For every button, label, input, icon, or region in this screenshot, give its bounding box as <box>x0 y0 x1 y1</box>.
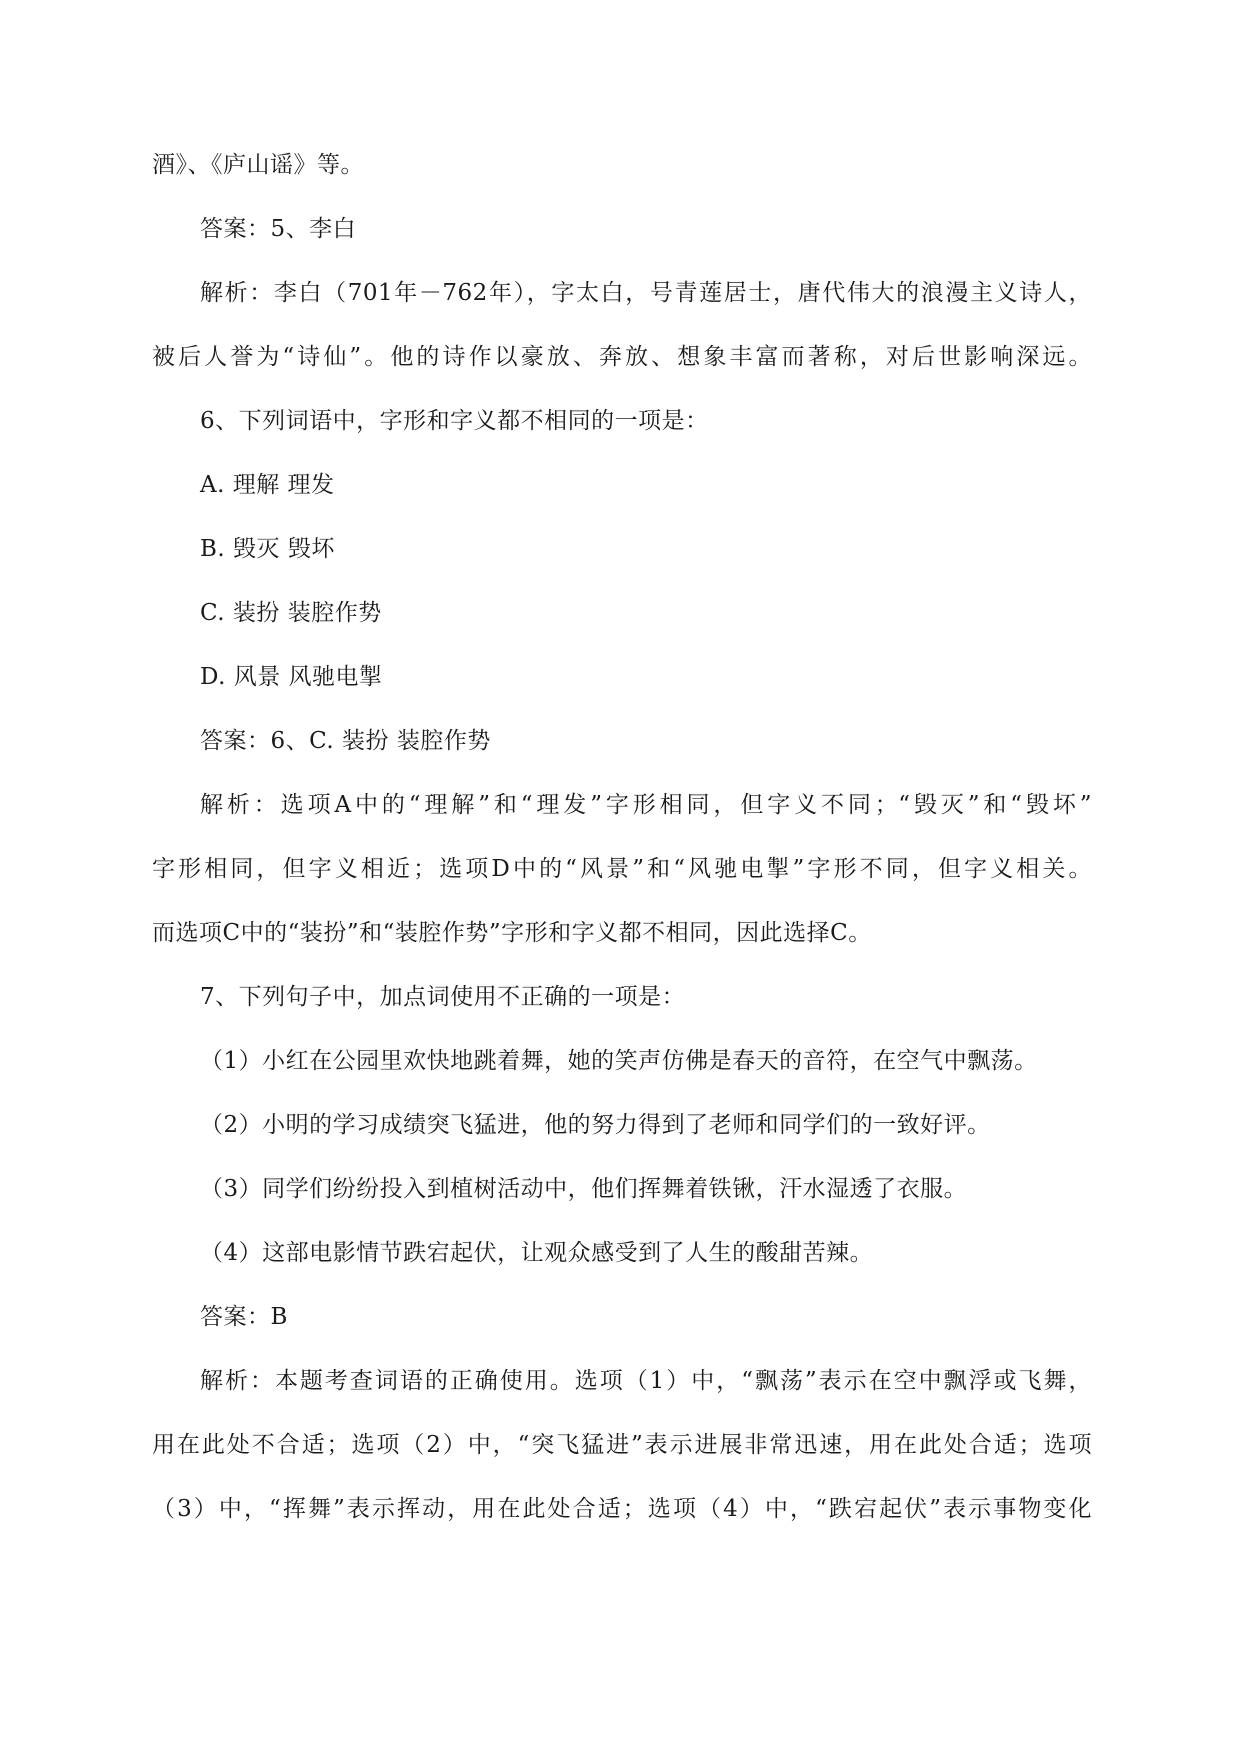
analysis-7-line-1: 解析：本题考查词语的正确使用。选项（1）中，“飘荡”表示在空中飘浮或飞舞， <box>200 1368 1092 1394</box>
analysis-7-line-2: 用在此处不合适；选项（2）中，“突飞猛进”表示进展非常迅速，用在此处合适；选项 <box>152 1432 1092 1458</box>
option-b: B. 毁灭 毁坏 <box>200 536 335 562</box>
sentence-3: （3）同学们纷纷投入到植树活动中，他们挥舞着铁锹，汗水湿透了衣服。 <box>200 1176 968 1202</box>
analysis-6-line-1: 解析：选项A中的“理解”和“理发”字形相同，但字义不同；“毁灭”和“毁坏” <box>200 792 1092 818</box>
analysis-6-line-2: 字形相同，但字义相近；选项D中的“风景”和“风驰电掣”字形不同，但字义相关。 <box>152 856 1092 882</box>
sentence-2: （2）小明的学习成绩突飞猛进，他的努力得到了老师和同学们的一致好评。 <box>200 1112 991 1138</box>
analysis-6-line-3: 而选项C中的“装扮”和“装腔作势”字形和字义都不相同，因此选择C。 <box>152 920 872 946</box>
option-d: D. 风景 风驰电掣 <box>200 664 383 690</box>
answer-6: 答案：6、C. 装扮 装腔作势 <box>200 728 491 754</box>
question-6: 6、下列词语中，字形和字义都不相同的一项是： <box>200 408 709 434</box>
answer-7: 答案：B <box>200 1304 288 1330</box>
text-line-1: 酒》、《庐山谣》等。 <box>152 152 364 178</box>
option-a: A. 理解 理发 <box>200 472 335 498</box>
sentence-1: （1）小红在公园里欢快地跳着舞，她的笑声仿佛是春天的音符，在空气中飘荡。 <box>200 1048 1038 1074</box>
option-c: C. 装扮 装腔作势 <box>200 600 382 626</box>
analysis-7-line-3: （3）中，“挥舞”表示挥动，用在此处合适；选项（4）中，“跌宕起伏”表示事物变化 <box>152 1496 1092 1522</box>
answer-5: 答案：5、李白 <box>200 216 357 242</box>
sentence-4: （4）这部电影情节跌宕起伏，让观众感受到了人生的酸甜苦辣。 <box>200 1240 874 1266</box>
analysis-5-line-2: 被后人誉为“诗仙”。他的诗作以豪放、奔放、想象丰富而著称，对后世影响深远。 <box>152 344 1092 370</box>
analysis-5-line-1: 解析：李白（701年－762年），字太白，号青莲居士，唐代伟大的浪漫主义诗人， <box>200 280 1092 306</box>
question-7: 7、下列句子中，加点词使用不正确的一项是： <box>200 984 686 1010</box>
